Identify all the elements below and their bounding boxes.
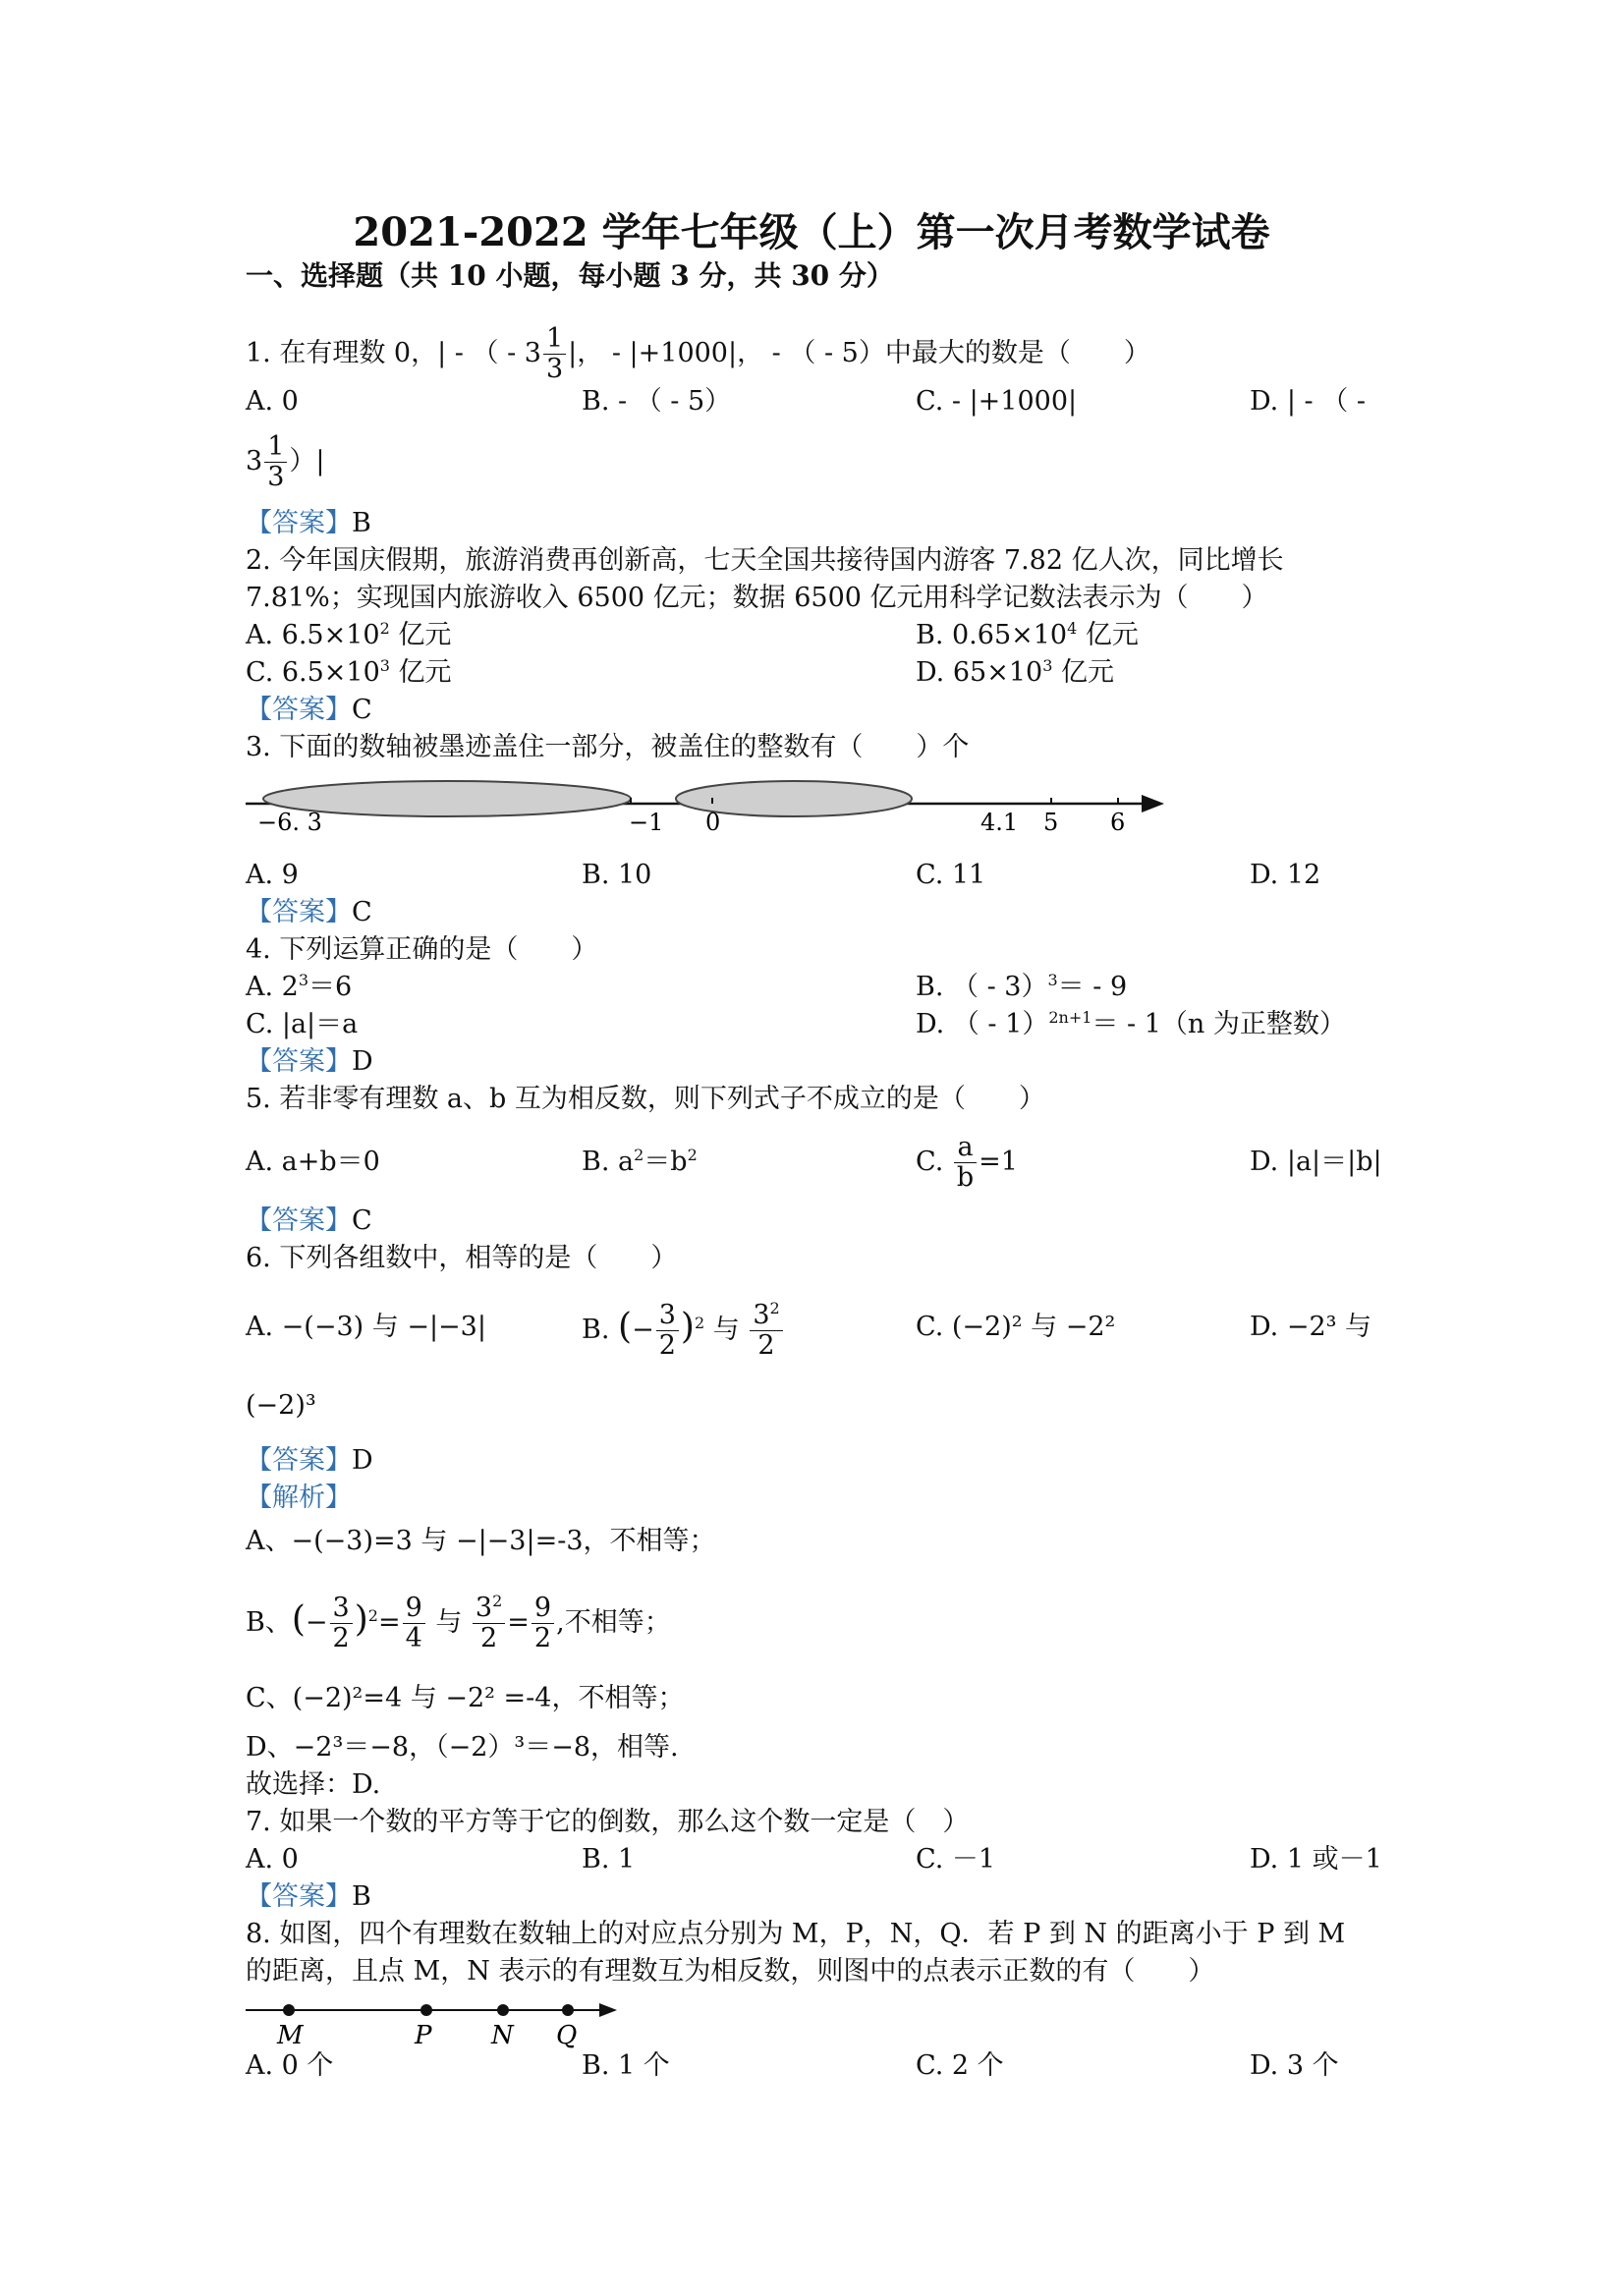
q3-label-neg1: −1 — [629, 809, 664, 836]
q4-stem: 4. 下列运算正确的是（ ） — [246, 934, 598, 965]
q5-answer — [246, 1204, 372, 1238]
q1-option-d: D. | - （ - — [1250, 386, 1366, 417]
q4-answer — [246, 1045, 373, 1079]
answer-label: 【答案】 — [246, 897, 352, 927]
q1-frac-num: 1 — [545, 323, 564, 354]
q1-fraction — [543, 324, 566, 384]
q1-answer-value: B — [352, 508, 371, 538]
q6-answer — [246, 1444, 373, 1478]
q8-option-c: C. 2 个 — [916, 2050, 1004, 2081]
q8-label-p: P — [415, 2021, 432, 2050]
q1-stem-part2: |， - |+1000|， - （ - 5）中最大的数是（ ） — [568, 338, 1150, 368]
answer-label: 【答案】 — [246, 1445, 352, 1476]
q3-option-c: C. 11 — [916, 860, 986, 890]
q4-a-base: A. 2 — [246, 972, 299, 1002]
q5-c-num: a — [957, 1132, 974, 1162]
q1-d-whole: 3 — [246, 446, 263, 476]
q5-answer-value: C — [352, 1205, 372, 1236]
q8-label-q: Q — [556, 2021, 578, 2050]
q7-answer-value: B — [352, 1881, 371, 1912]
q4-d-exp: 2n+1 — [1048, 1008, 1092, 1027]
q2-option-d — [916, 656, 1114, 690]
q2-a-unit: 亿元 — [389, 620, 452, 650]
q2-c-base: C. 6.5×10 — [246, 657, 380, 688]
q6-b-frac1: $\frac{3}{2}$ — [656, 1301, 679, 1361]
q8-stem-line1: 8. 如图，四个有理数在数轴上的对应点分别为 M，P，N，Q．若 P 到 N 的距离小于 P 到 M — [246, 1919, 1346, 1949]
q1-d-frac-num: 1 — [267, 431, 285, 462]
q6-sol-b-tail: ,不相等； — [556, 1607, 671, 1638]
q6-solution-a: A、−(−3)=3 与 −|−3|=-3，不相等； — [246, 1526, 716, 1556]
q3-option-a: A. 9 — [246, 860, 299, 890]
q1-stem-part1: 1. 在有理数 0，| - （ - 3 — [246, 338, 541, 368]
q3-answer-value: C — [352, 897, 372, 927]
q2-option-b — [916, 619, 1139, 652]
q4-b-exp: 3 — [1047, 971, 1058, 989]
q6-solution-b: B、(− $\frac{3}{2}$ )$^2$= $\frac{9}{4}$ 与 $\frac{3^2}{2}$ = $\frac{9}{2}$ ,不相等； — [246, 1592, 671, 1653]
answer-label: 【答案】 — [246, 695, 352, 725]
q5-b-left: B. a — [582, 1147, 635, 1177]
q8-option-d: D. 3 个 — [1250, 2050, 1339, 2081]
q5-option-b: B. $a^2=b^2$ — [582, 1146, 698, 1177]
q1-answer — [246, 507, 371, 540]
section-heading: 一、选择题（共 10 小题，每小题 3 分，共 30 分） — [246, 259, 894, 292]
q6-solution-d: D、−2³＝−8，（−2）³＝−8，相等. — [246, 1732, 679, 1763]
q6-b-with: 与 — [712, 1315, 740, 1345]
q6-b-letter: B. — [582, 1315, 610, 1345]
q4-option-b — [916, 971, 1127, 1004]
q6-sol-b-letter: B、 — [246, 1607, 292, 1638]
q1-option-d-continued — [246, 432, 324, 492]
q4-b-base: B. （ - 3） — [916, 972, 1048, 1002]
q3-label-6: 6 — [1110, 809, 1126, 836]
q6-option-c: C. (−2)² 与 −2² — [916, 1312, 1116, 1342]
q1-option-c: C. - |+1000| — [916, 386, 1078, 417]
q7-option-d: D. 1 或－1 — [1250, 1844, 1382, 1875]
q8-option-b: B. 1 个 — [582, 2050, 670, 2081]
answer-label: 【答案】 — [246, 508, 352, 538]
q2-b-exp: 4 — [1067, 619, 1078, 638]
q3-answer — [246, 896, 372, 929]
q8-label-m: M — [277, 2021, 304, 2050]
q4-option-d — [916, 1008, 1346, 1041]
q8-point-q — [562, 2004, 574, 2016]
q2-stem-line1: 2. 今年国庆假期，旅游消费再创新高，七天全国共接待国内游客 7.82 亿人次，同比增长 — [246, 545, 1284, 576]
q1-option-a: A. 0 — [246, 386, 299, 417]
q2-answer-value: C — [352, 695, 372, 725]
q5-c-letter: C. — [916, 1147, 944, 1177]
q2-c-unit: 亿元 — [389, 657, 452, 688]
q6-b-frac2: $\frac{3^2}{2}$ — [750, 1301, 782, 1361]
q5-option-a: A. a+b＝0 — [246, 1147, 380, 1177]
q8-point-n — [497, 2004, 509, 2016]
q6-option-a: A. −(−3) 与 −|−3| — [246, 1312, 486, 1342]
q2-b-base: B. 0.65×10 — [916, 620, 1068, 650]
q2-stem-line2: 7.81%；实现国内旅游收入 6500 亿元；数据 6500 亿元用科学记数法表示为（ ） — [246, 583, 1268, 613]
q5-b-right: ＝b — [644, 1147, 688, 1177]
q8-axis-arrow — [599, 2003, 617, 2017]
q3-label-0: 0 — [705, 809, 721, 836]
q1-d-close: ）| — [289, 446, 325, 476]
q6-solution-c: C、(−2)²=4 与 −2² =-4，不相等； — [246, 1683, 685, 1713]
q4-a-exp: 3 — [298, 971, 309, 989]
q3-option-b: B. 10 — [582, 860, 652, 890]
answer-label: 【答案】 — [246, 1881, 352, 1912]
q3-number-line — [246, 776, 1179, 845]
q8-number-line — [246, 1994, 639, 2053]
q1-d-fraction — [264, 432, 287, 492]
q7-option-c: C. －1 — [916, 1844, 996, 1875]
q4-a-rest: ＝6 — [308, 972, 353, 1002]
q3-axis-arrow — [1142, 795, 1164, 812]
q6-b-paren-open: ( — [618, 1307, 633, 1347]
q4-b-rest: ＝ - 9 — [1057, 972, 1128, 1002]
q8-point-p — [420, 2004, 432, 2016]
q6-stem: 6. 下列各组数中，相等的是（ ） — [246, 1243, 678, 1273]
q4-d-rest: ＝ - 1（n 为正整数） — [1091, 1009, 1346, 1039]
q8-stem-line2: 的距离，且点 M，N 表示的有理数互为相反数，则图中的点表示正数的有（ ） — [246, 1956, 1215, 1987]
q2-d-exp: 3 — [1042, 656, 1053, 675]
exam-title: 2021-2022 学年七年级（上）第一次月考数学试卷 — [353, 209, 1270, 255]
q3-label-5: 5 — [1043, 809, 1059, 836]
q7-stem: 7. 如果一个数的平方等于它的倒数，那么这个数一定是（ ） — [246, 1807, 970, 1837]
q2-a-base: A. 6.5×10 — [246, 620, 380, 650]
q7-answer — [246, 1880, 371, 1914]
q1-frac-den: 3 — [543, 354, 566, 384]
q3-option-d: D. 12 — [1250, 860, 1321, 890]
q6-option-b: B. (− $\frac{3}{2}$ )$^2$ 与 $\frac{3^2}{2}$ — [582, 1289, 785, 1369]
q5-c-fraction — [954, 1133, 977, 1193]
q4-option-a — [246, 971, 352, 1004]
q8-option-a: A. 0 个 — [246, 2050, 334, 2081]
q2-d-unit: 亿元 — [1052, 657, 1114, 688]
q6-b-paren-close: ) — [680, 1307, 695, 1347]
q4-d-base: D. （ - 1） — [916, 1009, 1049, 1039]
q2-answer — [246, 694, 372, 727]
q2-d-base: D. 65×10 — [916, 657, 1043, 688]
q5-c-rest: =1 — [979, 1147, 1018, 1177]
q2-option-a — [246, 619, 451, 652]
q8-point-m — [283, 2004, 295, 2016]
q6-option-d: D. −2³ 与 — [1250, 1312, 1372, 1342]
q2-a-exp: 2 — [379, 619, 390, 638]
q6-answer-value: D — [352, 1445, 373, 1476]
answer-label: 【答案】 — [246, 1205, 352, 1236]
q3-label-neg6-3: −6. 3 — [257, 809, 322, 836]
q8-label-n: N — [491, 2021, 514, 2050]
q2-c-exp: 3 — [379, 656, 390, 675]
q6-option-d-continued: (−2)³ — [246, 1390, 316, 1421]
q5-stem: 5. 若非零有理数 a、b 互为相反数，则下列式子不成立的是（ ） — [246, 1084, 1045, 1114]
q6-conclusion: 故选择：D. — [246, 1769, 381, 1800]
q3-stem: 3. 下面的数轴被墨迹盖住一部分，被盖住的整数有（ ）个 — [246, 732, 970, 762]
q2-b-unit: 亿元 — [1077, 620, 1139, 650]
q3-label-4-1: 4.1 — [980, 809, 1019, 836]
q5-c-den: b — [954, 1162, 977, 1193]
q7-option-a: A. 0 — [246, 1844, 299, 1875]
q1-option-b: B. - （ - 5） — [582, 386, 732, 417]
q1-d-frac-den: 3 — [264, 462, 287, 492]
q7-option-b: B. 1 — [582, 1844, 636, 1875]
q2-option-c — [246, 656, 452, 690]
q4-option-c: C. |a|＝a — [246, 1009, 359, 1039]
q4-answer-value: D — [352, 1046, 373, 1077]
q5-option-d: D. |a|＝|b| — [1250, 1147, 1382, 1177]
q1-stem — [246, 324, 1150, 384]
q6-analysis-label: 【解析】 — [246, 1483, 352, 1513]
q5-option-c — [916, 1130, 1018, 1195]
answer-label: 【答案】 — [246, 1046, 352, 1077]
